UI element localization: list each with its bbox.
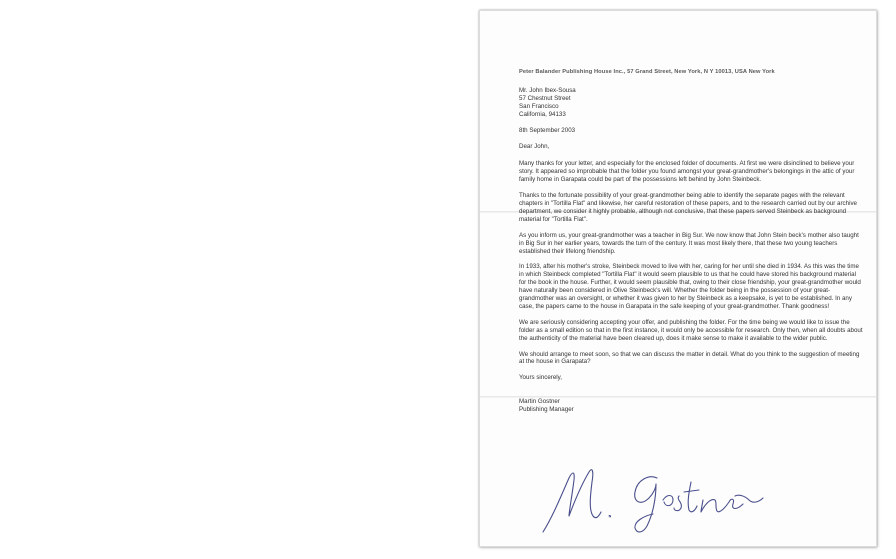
recipient-city: San Francisco [519,102,559,110]
signer-block [519,398,864,414]
recipient-name: Mr. John Ibex-Sousa [519,86,576,94]
letter-body [519,69,864,414]
recipient-state-zip: California, 94133 [519,110,566,118]
signer-name: Martin Gostner [519,398,560,406]
paragraph-4: In 1933, after his mother's stroke, Steinbeck moved to live with her, caring for her until she died in 1934. As this was the time in which Steinbeck completed "Tortilla Flat" it would seem plausible to us that he could have stored his background material for the book in the house. Further, it would seem plausible that, owing to their close friendship, your great-grandmother would have naturally been considered in Olive Steinbeck's will. Whether the folder being in the possession of your great-grandmother was an oversight, or whether it was given to her by Steinbeck as a keepsake, is yet to be established. In any case, the papers came to the house in Garapata in the safe keeping of your great-grandmother. Thank goodness! [519,263,861,310]
letter-date: 8th September 2003 [519,126,576,134]
salutation: Dear John, [519,143,550,151]
paragraph-2: Thanks to the fortunate possibility of your great-grandmother being able to identify the separate pages with the relevant chapters in "Tortilla Flat" and likewise, her careful restoration of these papers, and to the research carried out by our archive department, we consider it highly probable, although not conclusive, that these papers served Steinbeck as background material for "Tortilla Flat". [519,192,857,223]
paragraph-6: We should arrange to meet soon, so that we can discuss the matter in detail. What do you think to the suggestion of meeting at the house in Garapata? [519,350,860,366]
paragraph-5: We are seriously considering accepting your offer, and publishing the folder. For the time being we would like to issue the folder as a small edition so that in the first instance, it would only be accessible for research. Only then, when all doubts about the authenticity of the material have been cleared up, does it make sense to make it available to the wider public. [519,318,863,342]
closing: Yours sincerely, [519,374,562,382]
letter-page [479,10,877,547]
recipient-street: 57 Chestnut Street [519,94,571,102]
letterhead: Peter Balander Publishing House Inc., 57 Grand Street, New York, N Y 10013, USA New York [519,69,775,75]
signer-title: Publishing Manager [519,406,574,414]
paragraph-1: Many thanks for your letter, and especially for the enclosed folder of documents. At first we were disinclined to believe your story. It appeared so improbable that the folder you found amongst your great-grandmother's belongings in the attic of your family home in Garapata could be part of the possessions left behind by John Steinbeck. [519,160,855,184]
paragraph-3: As you inform us, your great-grandmother was a teacher in Big Sur. We now know that John Stein beck's mother also taught in Big Sur in her earlier years, towards the turn of the century. It was most likely there, that these two young teachers established their lifelong friendship. [519,231,859,255]
recipient-address [519,87,864,119]
